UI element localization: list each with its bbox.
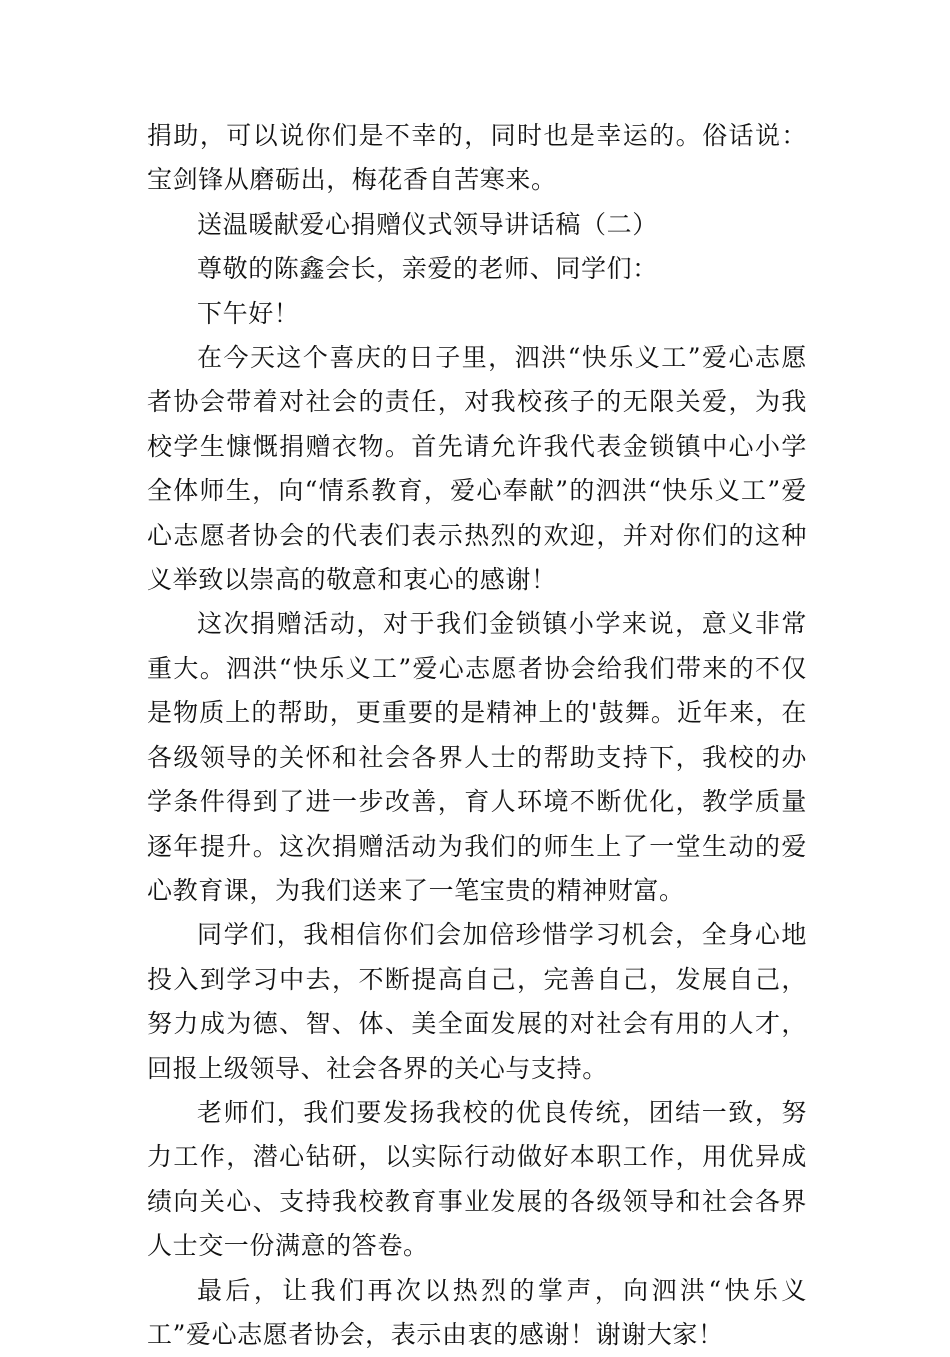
greeting: 下午好！ (197, 298, 300, 328)
paragraph-welcome: 在今天这个喜庆的日子里，泗洪“快乐义工”爱心志愿者协会带着对社会的责任，对我校孩子的无限关爱，为我校学生慷慨捐赠衣物。首先请允许我代表金锁镇中心小学全体师生，向“情系教育，爱心奉献”的泗洪“快乐义工”爱心志愿者协会的代表们表示热烈的欢迎，并对你们的这种义举致以崇高的敬意和衷心的感谢！ (147, 343, 807, 595)
salutation: 尊敬的陈鑫会长，亲爱的老师、同学们： (197, 254, 658, 284)
document-body (147, 114, 807, 1357)
paragraph-teachers: 老师们，我们要发扬我校的优良传统，团结一致，努力工作，潜心钻研，以实际行动做好本职工作，用优异成绩向关心、支持我校教育事业发展的各级领导和社会各界人士交一份满意的答卷。 (147, 1097, 807, 1261)
paragraph-closing: 最后，让我们再次以热烈的掌声，向泗洪“快乐义工”爱心志愿者协会，表示由衷的感谢！谢谢大家！ (147, 1275, 807, 1349)
paragraph-continuation: 捐助，可以说你们是不幸的，同时也是幸运的。俗话说：宝剑锋从磨砺出，梅花香自苦寒来。 (147, 121, 807, 195)
paragraph-students: 同学们，我相信你们会加倍珍惜学习机会，全身心地投入到学习中去，不断提高自己，完善自己，发展自己，努力成为德、智、体、美全面发展的对社会有用的人才，回报上级领导、社会各界的关心与支持。 (147, 920, 807, 1083)
paragraph-significance: 这次捐赠活动，对于我们金锁镇小学来说，意义非常重大。泗洪“快乐义工”爱心志愿者协会给我们带来的不仅是物质上的帮助，更重要的是精神上的'鼓舞。近年来，在各级领导的关怀和社会各界人士的帮助支持下，我校的办学条件得到了进一步改善，育人环境不断优化，教学质量逐年提升。这次捐赠活动为我们的师生上了一堂生动的爱心教育课，为我们送来了一笔宝贵的精神财富。 (147, 609, 807, 905)
speech-title: 送温暖献爱心捐赠仪式领导讲话稿（二） (197, 209, 658, 239)
